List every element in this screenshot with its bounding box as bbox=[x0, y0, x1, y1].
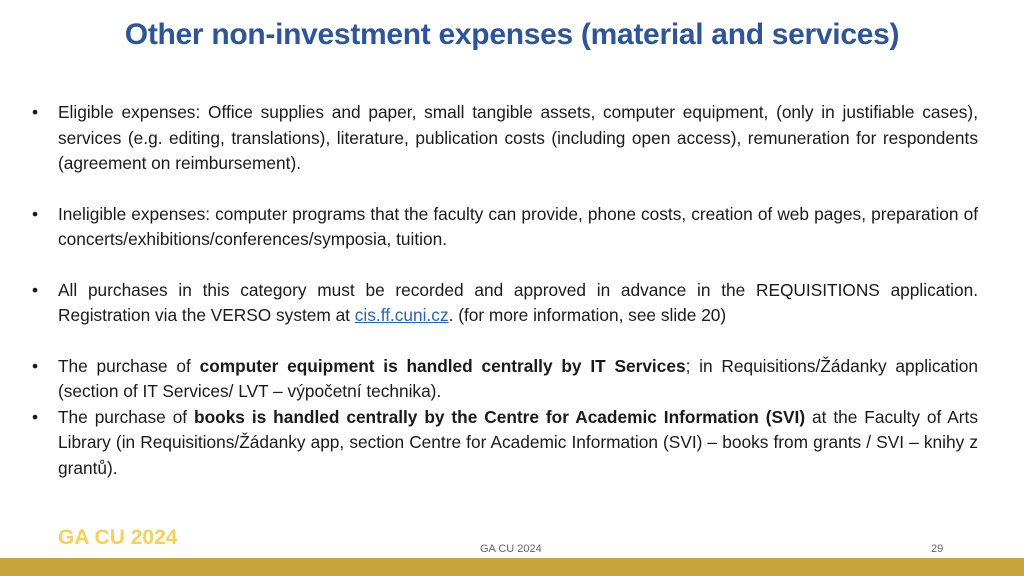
bullet-text-post: at the Faculty of Arts Library (in Requisitions/Žádanky app, section Centre for Academic Information (SVI) – books from grants / SVI – knihy z grantů). bbox=[58, 406, 978, 478]
slide-title: Other non-investment expenses (material and services) bbox=[124, 18, 900, 51]
cis-link[interactable]: cis.ff.cuni.cz bbox=[354, 305, 449, 325]
bullet-computer-equipment bbox=[32, 354, 978, 405]
bullet-list bbox=[32, 100, 978, 481]
bullet-text: Eligible expenses: Office supplies and paper, small tangible assets, computer equipment, (only in justifiable cases), services (e.g. editing, translations), literature, publication costs (including open access), remuneration for respondents (agreement on reimbursement). bbox=[58, 102, 978, 173]
bullet-text-bold: books is handled centrally by the Centre for Academic Information (SVI) bbox=[194, 406, 806, 427]
footer-brand: GA CU 2024 bbox=[58, 526, 178, 549]
footer-center-text: GA CU 2024 bbox=[480, 543, 542, 555]
bullet-text-pre: The purchase of bbox=[58, 355, 200, 376]
bottom-bar bbox=[0, 558, 1024, 576]
bullet-text-bold: computer equipment is handled centrally by IT Services bbox=[199, 355, 686, 376]
slide-number: 29 bbox=[931, 543, 944, 555]
bullet-text: Ineligible expenses: computer programs that the faculty can provide, phone costs, creation of web pages, preparation of concerts/exhibitions/conferences/symposia, tuition. bbox=[58, 203, 978, 249]
bullet-text-pre: All purchases in this category must be recorded and approved in advance in the REQUISITIONS application. Registration via the VERSO system at bbox=[58, 279, 978, 325]
bullet-text-post: . (for more information, see slide 20) bbox=[448, 305, 727, 325]
bullet-eligible-expenses bbox=[32, 100, 978, 177]
bullet-text-post: ; in Requisitions/Žádanky application (section of IT Services/ LVT – výpočetní technika). bbox=[58, 355, 978, 401]
bullet-ineligible-expenses bbox=[32, 202, 978, 253]
bullet-purchases-requisitions bbox=[32, 278, 978, 329]
bullet-text-pre: The purchase of bbox=[58, 406, 195, 427]
bullet-books bbox=[32, 405, 978, 482]
